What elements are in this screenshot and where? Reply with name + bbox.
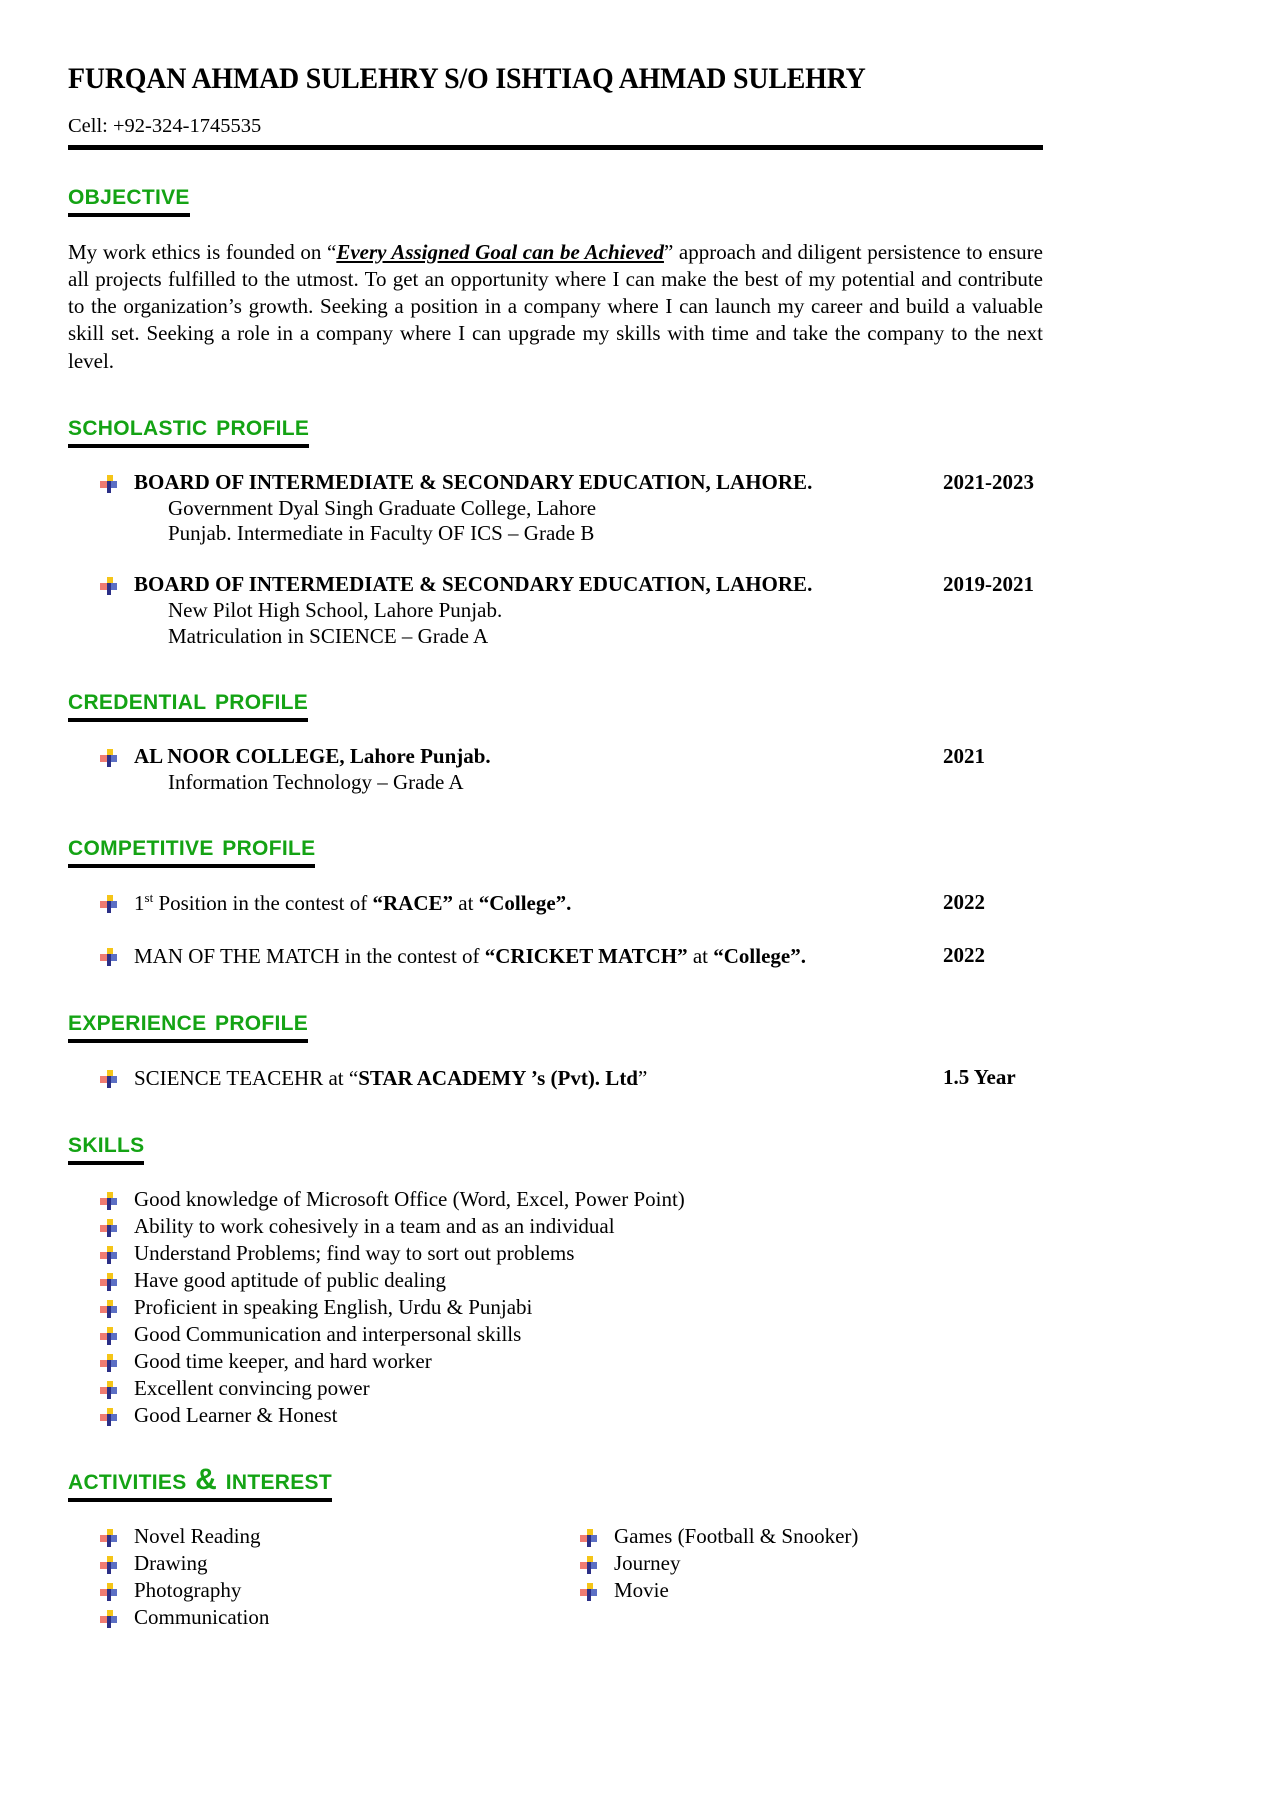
cross-bullet-icon: [100, 749, 117, 767]
skill-text: Have good aptitude of public dealing: [134, 1267, 446, 1292]
cross-bullet-icon: [100, 1327, 117, 1345]
scholastic-entry-year: 2021-2023: [943, 470, 1034, 495]
scholastic-entry-line1: New Pilot High School, Lahore Punjab.: [168, 598, 503, 623]
list-item: [68, 744, 1201, 770]
skill-text: Excellent convincing power: [134, 1375, 370, 1400]
section-heading-competitive: competitive profile: [68, 831, 315, 868]
scholastic-entry-line2: Matriculation in SCIENCE – Grade A: [168, 623, 489, 648]
list-item: [548, 1551, 1028, 1577]
section-credential: [68, 682, 1201, 795]
competitive-entry: [68, 943, 1201, 970]
activities-left-column: [68, 1524, 548, 1632]
cross-bullet-icon: [100, 1246, 117, 1264]
competitive-rank-ordinal: st: [144, 889, 154, 905]
list-item: [68, 1295, 1201, 1321]
objective-text-part2: ” approach and diligent persistence to ensure all projects fulfilled to the utmost. To get an opportunity where I can make the best of my potential and contribute to the organization’s growth. Seeking a position in a company where I can launch my career and build a valuable skill set. Seeking a role in a company where I can upgrade my skills with time and take the company to the next level.: [68, 239, 1044, 373]
cross-bullet-icon: [100, 1300, 117, 1318]
cross-bullet-icon: [100, 1070, 117, 1088]
competitive-contest-name: “CRICKET MATCH”: [484, 943, 688, 968]
list-item: [68, 1349, 1201, 1375]
skill-text: Good knowledge of Microsoft Office (Word, Excel, Power Point): [134, 1186, 685, 1211]
contact-cell: Cell: +92-324-1745535: [68, 115, 262, 137]
section-skills: [68, 1125, 1201, 1429]
scholastic-entry-title: BOARD OF INTERMEDIATE & SECONDARY EDUCATION, LAHORE.: [134, 572, 813, 597]
experience-role-prefix: SCIENCE TEACEHR at “: [134, 1065, 359, 1090]
skill-text: Good Learner & Honest: [134, 1402, 338, 1427]
list-item: [68, 1578, 548, 1604]
section-activities: [68, 1462, 1201, 1632]
cross-bullet-icon: [100, 1219, 117, 1237]
scholastic-entry-line2: Punjab. Intermediate in Faculty OF ICS – Grade B: [168, 521, 595, 546]
scholastic-entry-line1: Government Dyal Singh Graduate College, Lahore: [168, 496, 597, 521]
activities-columns: [68, 1524, 1043, 1632]
list-item: [68, 1403, 1201, 1429]
objective-text-part1: My work ethics is founded on “: [68, 239, 337, 264]
skill-text: Good Communication and interpersonal skills: [134, 1321, 522, 1346]
cross-bullet-icon: [580, 1583, 597, 1601]
competitive-venue-name: “College”.: [478, 890, 572, 915]
cross-bullet-icon: [580, 1529, 597, 1547]
activity-text: Communication: [134, 1604, 270, 1629]
skill-text: Proficient in speaking English, Urdu & Punjabi: [134, 1294, 533, 1319]
activity-text: Games (Football & Snooker): [614, 1523, 859, 1548]
scholastic-entry-title: BOARD OF INTERMEDIATE & SECONDARY EDUCATION, LAHORE.: [134, 470, 813, 495]
activity-text: Novel Reading: [134, 1523, 261, 1548]
list-item: [68, 1551, 548, 1577]
cross-bullet-icon: [100, 1529, 117, 1547]
section-heading-activities: activities & interest: [68, 1465, 332, 1502]
competitive-text-joiner: at: [453, 890, 479, 915]
list-item: [68, 1524, 548, 1550]
cross-bullet-icon: [100, 577, 117, 595]
cross-bullet-icon: [100, 1556, 117, 1574]
list-item: [68, 1376, 1201, 1402]
cross-bullet-icon: [100, 948, 117, 966]
list-item: [68, 1322, 1201, 1348]
scholastic-entry: [68, 470, 1201, 546]
skill-text: Ability to work cohesively in a team and as an individual: [134, 1213, 615, 1238]
competitive-text-mid: MAN OF THE MATCH in the contest of: [134, 943, 485, 968]
activity-text: Journey: [614, 1550, 681, 1575]
activities-right-column: [548, 1524, 1028, 1605]
scholastic-entry-year: 2019-2021: [943, 572, 1034, 597]
list-item: [68, 1214, 1201, 1240]
cross-bullet-icon: [100, 1610, 117, 1628]
competitive-entry-year: 2022: [943, 942, 985, 967]
activity-text: Photography: [134, 1577, 242, 1602]
section-objective: [68, 177, 1201, 375]
list-item: [548, 1578, 1028, 1604]
competitive-text-mid: Position in the contest of: [153, 890, 373, 915]
credential-entry-title: AL NOOR COLLEGE, Lahore Punjab.: [134, 743, 491, 768]
activity-text: Drawing: [134, 1550, 208, 1575]
section-heading-objective: objective: [68, 180, 190, 217]
cross-bullet-icon: [100, 1583, 117, 1601]
experience-role-suffix: ”: [638, 1065, 648, 1090]
list-item: [68, 1268, 1201, 1294]
section-heading-skills: skills: [68, 1128, 144, 1165]
list-item: [68, 1065, 1201, 1092]
section-heading-experience: experience profile: [68, 1006, 308, 1043]
list-item: [68, 1241, 1201, 1267]
credential-entry-line1: Information Technology – Grade A: [168, 769, 464, 794]
list-item: [68, 1187, 1201, 1213]
list-item: [548, 1524, 1028, 1550]
cross-bullet-icon: [100, 1354, 117, 1372]
page-title: FURQAN AHMAD SULEHRY S/O ISHTIAQ AHMAD SULEHRY: [68, 62, 866, 95]
credential-entry-year: 2021: [943, 743, 985, 768]
section-heading-credential: credential profile: [68, 685, 308, 722]
skills-list: [68, 1187, 1201, 1429]
list-item: [68, 1605, 548, 1631]
activity-text: Movie: [614, 1577, 669, 1602]
competitive-venue-name: “College”.: [713, 943, 806, 968]
cross-bullet-icon: [100, 895, 117, 913]
experience-company-name: STAR ACADEMY ’s (Pvt). Ltd: [358, 1065, 638, 1090]
competitive-rank-number: 1: [134, 890, 145, 915]
section-experience: [68, 1003, 1201, 1092]
cross-bullet-icon: [100, 1381, 117, 1399]
credential-entry: [68, 744, 1201, 795]
list-item: [68, 943, 1201, 970]
objective-paragraph: [68, 239, 1043, 375]
header-divider: [68, 145, 1043, 150]
competitive-entry: [68, 890, 1201, 917]
cross-bullet-icon: [100, 1192, 117, 1210]
competitive-text-joiner: at: [687, 943, 714, 968]
skill-text: Understand Problems; find way to sort out problems: [134, 1240, 575, 1265]
cross-bullet-icon: [580, 1556, 597, 1574]
experience-entry-duration: 1.5 Year: [943, 1064, 1016, 1089]
cross-bullet-icon: [100, 1273, 117, 1291]
experience-entry: [68, 1065, 1201, 1092]
list-item: [68, 890, 1201, 917]
cross-bullet-icon: [100, 1408, 117, 1426]
competitive-contest-name: “RACE”: [372, 890, 454, 915]
competitive-entry-year: 2022: [943, 889, 985, 914]
objective-quote: Every Assigned Goal can be Achieved: [336, 239, 664, 264]
cross-bullet-icon: [100, 475, 117, 493]
scholastic-entry: [68, 572, 1201, 648]
section-competitive: [68, 828, 1201, 970]
section-heading-scholastic: scholastic profile: [68, 411, 309, 448]
section-scholastic: [68, 411, 1201, 649]
skill-text: Good time keeper, and hard worker: [134, 1348, 432, 1373]
